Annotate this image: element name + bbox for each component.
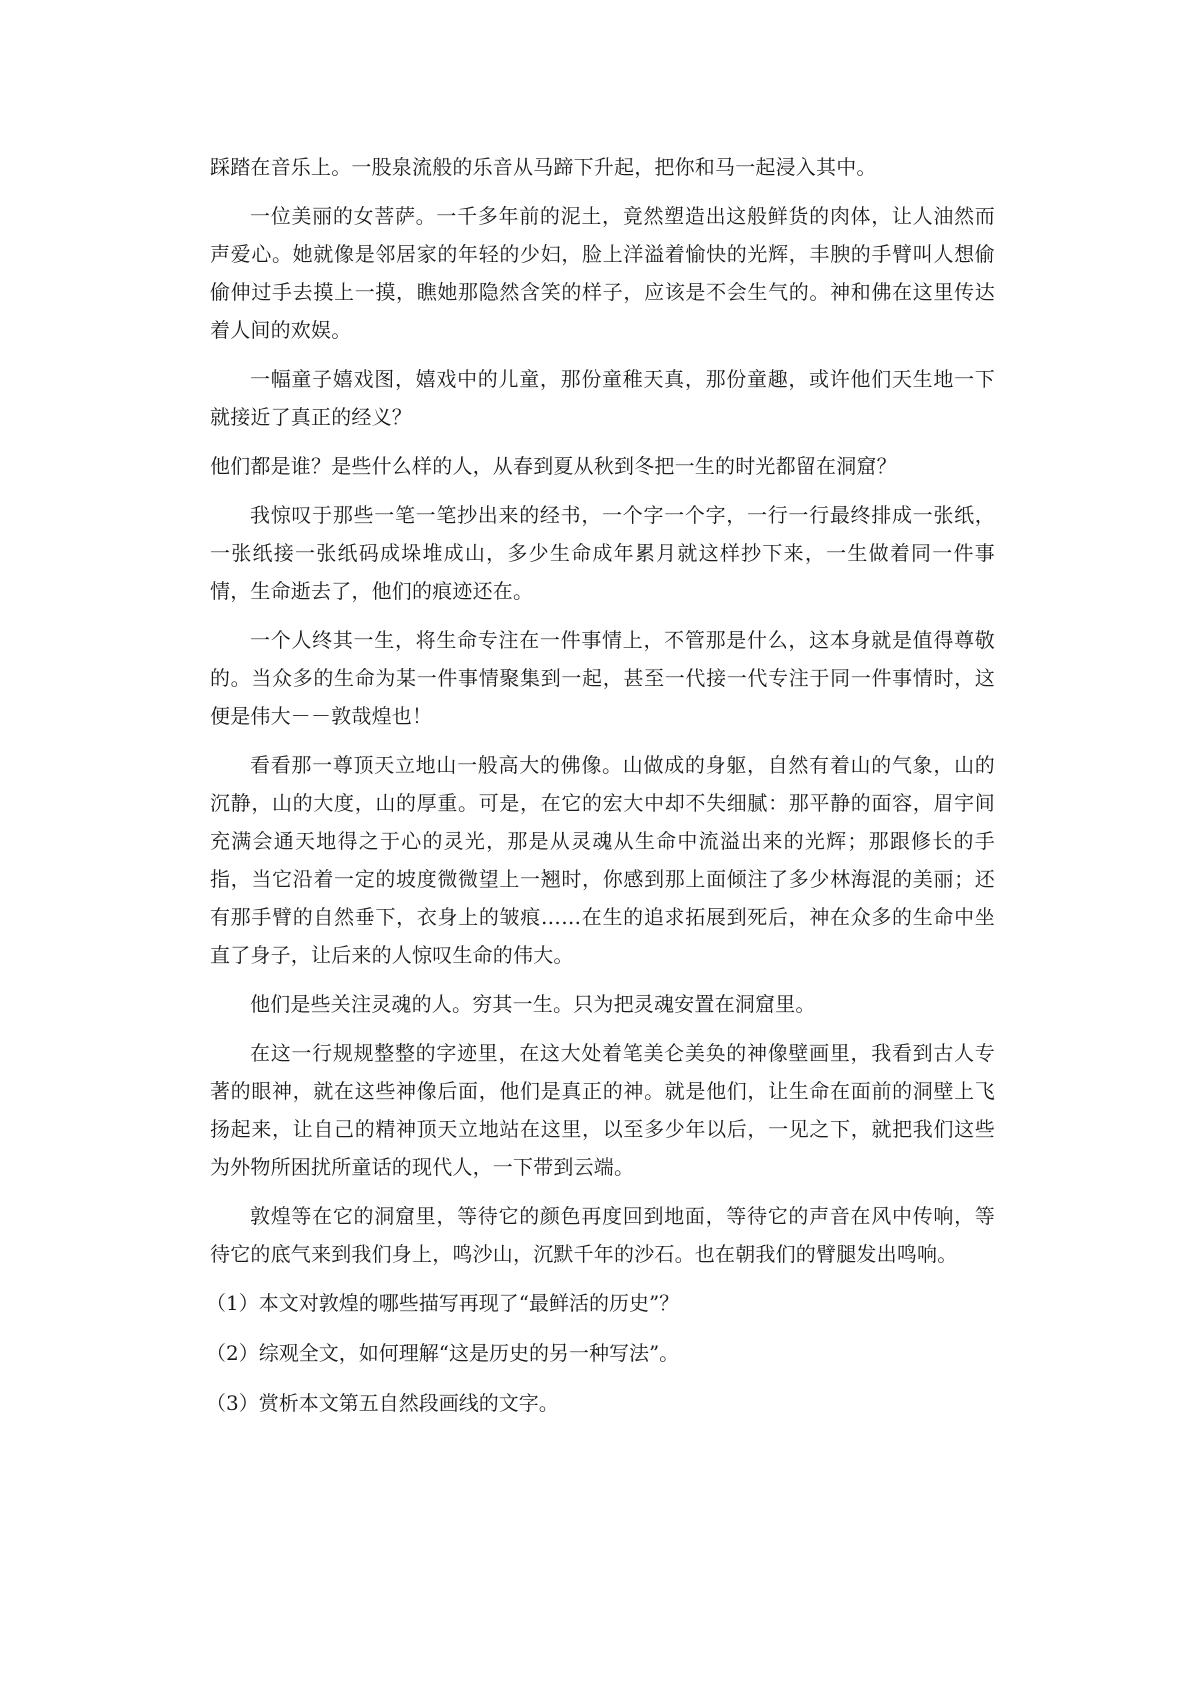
paragraph-8: 他们是些关注灵魂的人。穷其一生。只为把灵魂安置在洞窟里。 xyxy=(250,992,816,1016)
paragraph-6: 一个人终其一生，将生命专注在一件事情上，不管那是什么，这本身就是值得尊敬的。当众多的生命为某一件事情聚集到一起，甚至一代接一代专注于同一件事情时，这便是伟大－－敦哉煌也！ xyxy=(210,628,995,728)
question-3: （3）赏析本文第五自然段画线的文字。 xyxy=(206,1391,559,1415)
paragraph-2: 一位美丽的女菩萨。一千多年前的泥土，竟然塑造出这般鲜货的肉体，让人油然而声爱心。她就像是邻居家的年轻的少妇，脸上洋溢着愉快的光辉，丰腴的手臂叫人想偷偷伸过手去摸上一摸，瞧她那隐然含笑的样子，应该是不会生气的。神和佛在这里传达着人间的欢娱。 xyxy=(210,204,995,342)
paragraph-5: 我惊叹于那些一笔一笔抄出来的经书，一个字一个字，一行一行最终排成一张纸，一张纸接一张纸码成垛堆成山，多少生命成年累月就这样抄下来，一生做着同一件事情，生命逝去了，他们的痕迹还在。 xyxy=(210,503,995,603)
paragraph-7: 看看那一尊顶天立地山一般高大的佛像。山做成的身躯，自然有着山的气象，山的沉静，山的大度，山的厚重。可是，在它的宏大中却不失细腻：那平静的面容，眉宇间充满会通天地得之于心的灵光，那是从灵魂从生命中流溢出来的光辉；那跟修长的手指，当它沿着一定的坡度微微望上一翘时，你感到那上面倾注了多少林海混的美丽；还有那手臂的自然垂下，衣身上的皱痕……在生的追求拓展到死后，神在众多的生命中坐直了身子，让后来的人惊叹生命的伟大。 xyxy=(210,753,995,967)
paragraph-10: 敦煌等在它的洞窟里，等待它的颜色再度回到地面，等待它的声音在风中传响，等待它的底气来到我们身上，鸣沙山，沉默千年的沙石。也在朝我们的臂腿发出鸣响。 xyxy=(210,1204,995,1266)
question-2: （2）综观全文，如何理解“这是历史的另一种写法”。 xyxy=(206,1341,680,1365)
document-page xyxy=(206,148,995,1434)
paragraph-9: 在这一行规规整整的字迹里，在这大处着笔美仑美奂的神像壁画里，我看到古人专著的眼神，就在这些神像后面，他们是真正的神。就是他们，让生命在面前的洞壁上飞扬起来，让自己的精神顶天立地站在这里，以至多少年以后，一见之下，就把我们这些为外物所困扰所童话的现代人，一下带到云端。 xyxy=(210,1041,995,1179)
paragraph-3: 一幅童子嬉戏图，嬉戏中的儿童，那份童稚天真，那份童趣，或许他们天生地一下就接近了真正的经义？ xyxy=(210,367,995,429)
paragraph-1: 踩踏在音乐上。一股泉流般的乐音从马蹄下升起，把你和马一起浸入其中。 xyxy=(210,155,877,179)
paragraph-4: 他们都是谁？是些什么样的人，从春到夏从秋到冬把一生的时光都留在洞窟？ xyxy=(210,454,897,478)
question-1: （1）本文对敦煌的哪些描写再现了“最鲜活的历史”？ xyxy=(206,1291,680,1315)
